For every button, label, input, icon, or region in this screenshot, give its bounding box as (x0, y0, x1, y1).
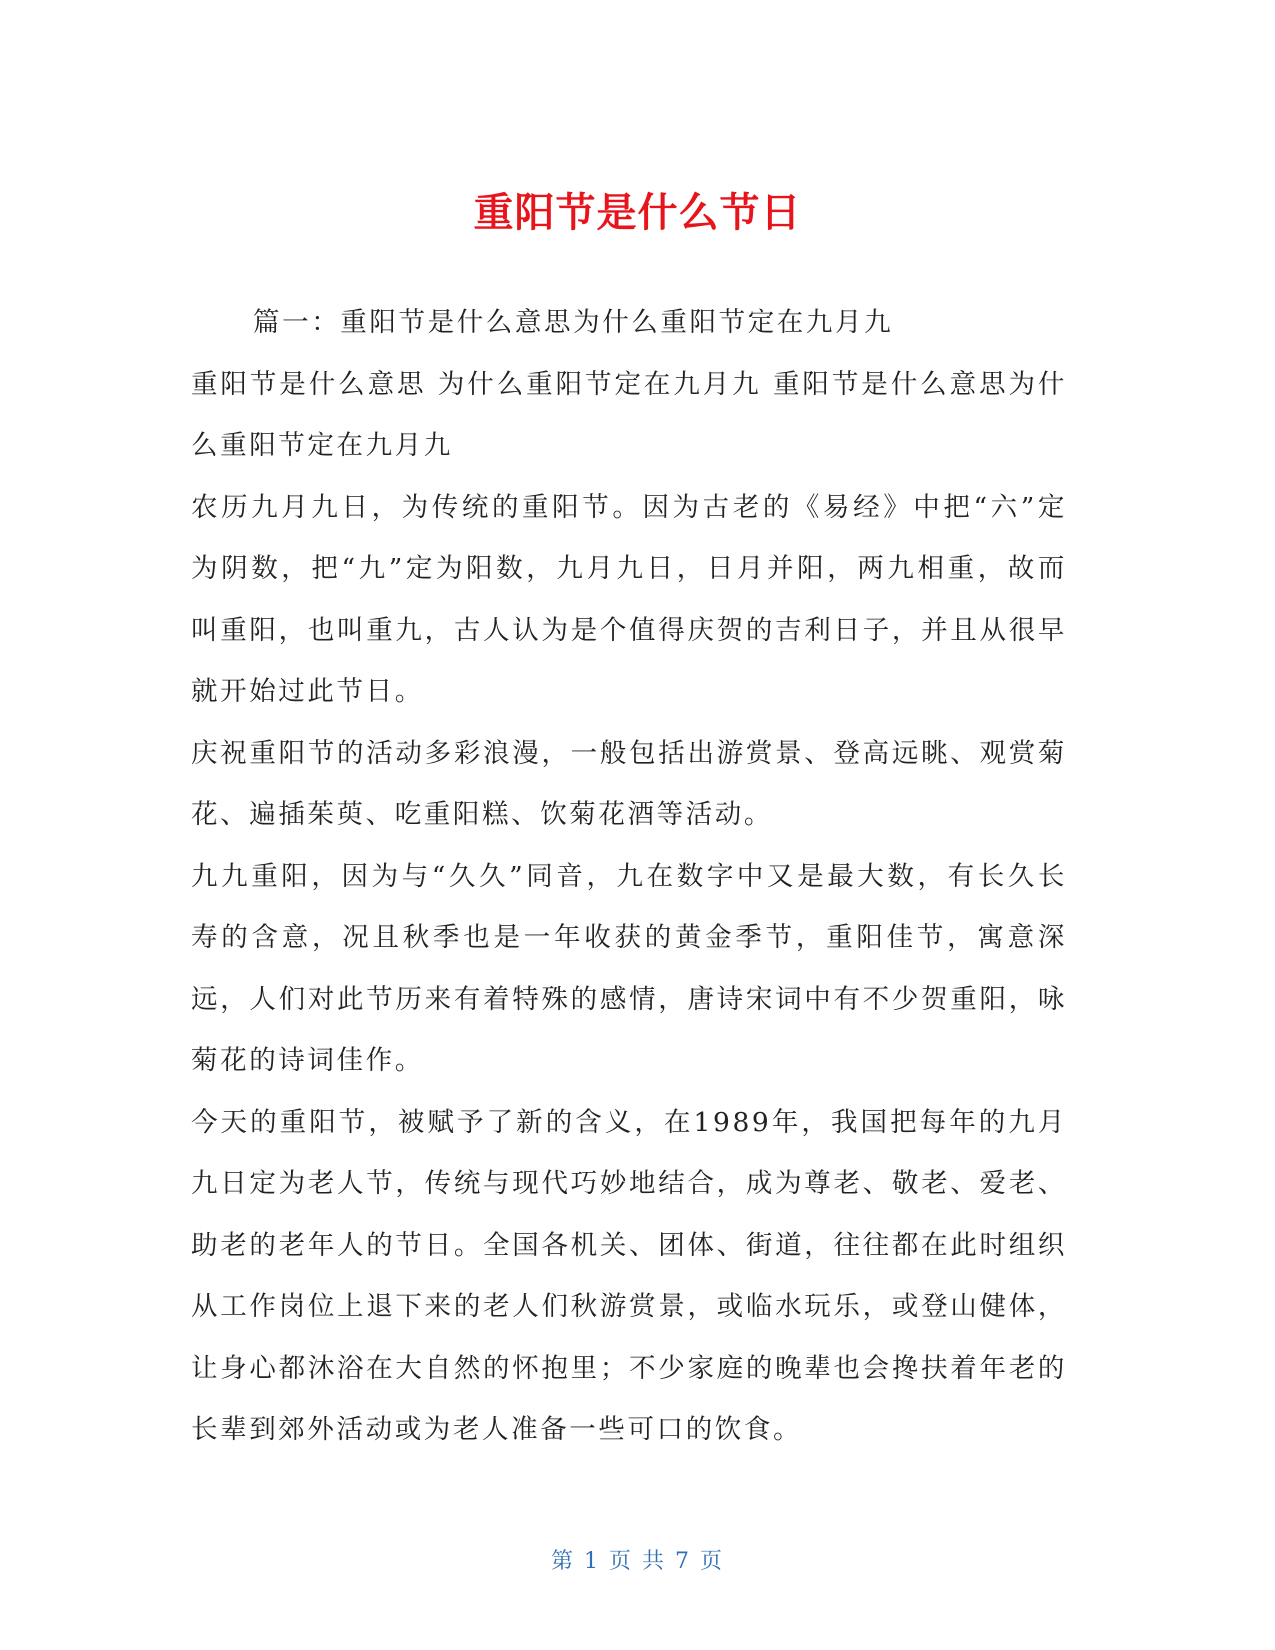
paragraph: 九九重阳，因为与“久久”同音，九在数字中又是最大数，有长久长寿的含意，况且秋季也是一年收获的黄金季节，重阳佳节，寓意深远，人们对此节历来有着特殊的感情，唐诗宋词中有不少贺重阳，咏菊花的诗词佳作。 (191, 860, 1067, 1076)
paragraph: 重阳节是什么意思 为什么重阳节定在九月九 重阳节是什么意思为什么重阳节定在九月九 (191, 368, 1067, 461)
document-body (191, 292, 1067, 1461)
paragraph: 农历九月九日，为传统的重阳节。因为古老的《易经》中把“六”定为阴数，把“九”定为阳数，九月九日，日月并阳，两九相重，故而叫重阳，也叫重九，古人认为是个值得庆贺的吉利日子，并且从很早就开始过此节日。 (191, 491, 1067, 707)
paragraph: 今天的重阳节，被赋予了新的含义，在1989年，我国把每年的九月九日定为老人节，传统与现代巧妙地结合，成为尊老、敬老、爱老、助老的老年人的节日。全国各机关、团体、街道，往往都在此时组织从工作岗位上退下来的老人们秋游赏景，或临水玩乐，或登山健体，让身心都沐浴在大自然的怀抱里；不少家庭的晚辈也会搀扶着年老的长辈到郊外活动或为老人准备一些可口的饮食。 (191, 1106, 1067, 1445)
document-title: 重阳节是什么节日 (473, 189, 802, 236)
page-number-footer: 第 1 页 共 7 页 (551, 1549, 724, 1574)
paragraph: 庆祝重阳节的活动多彩浪漫，一般包括出游赏景、登高远眺、观赏菊花、遍插茱萸、吃重阳糕、饮菊花酒等活动。 (191, 737, 1067, 830)
section-heading: 篇一：重阳节是什么意思为什么重阳节定在九月九 (253, 307, 894, 338)
